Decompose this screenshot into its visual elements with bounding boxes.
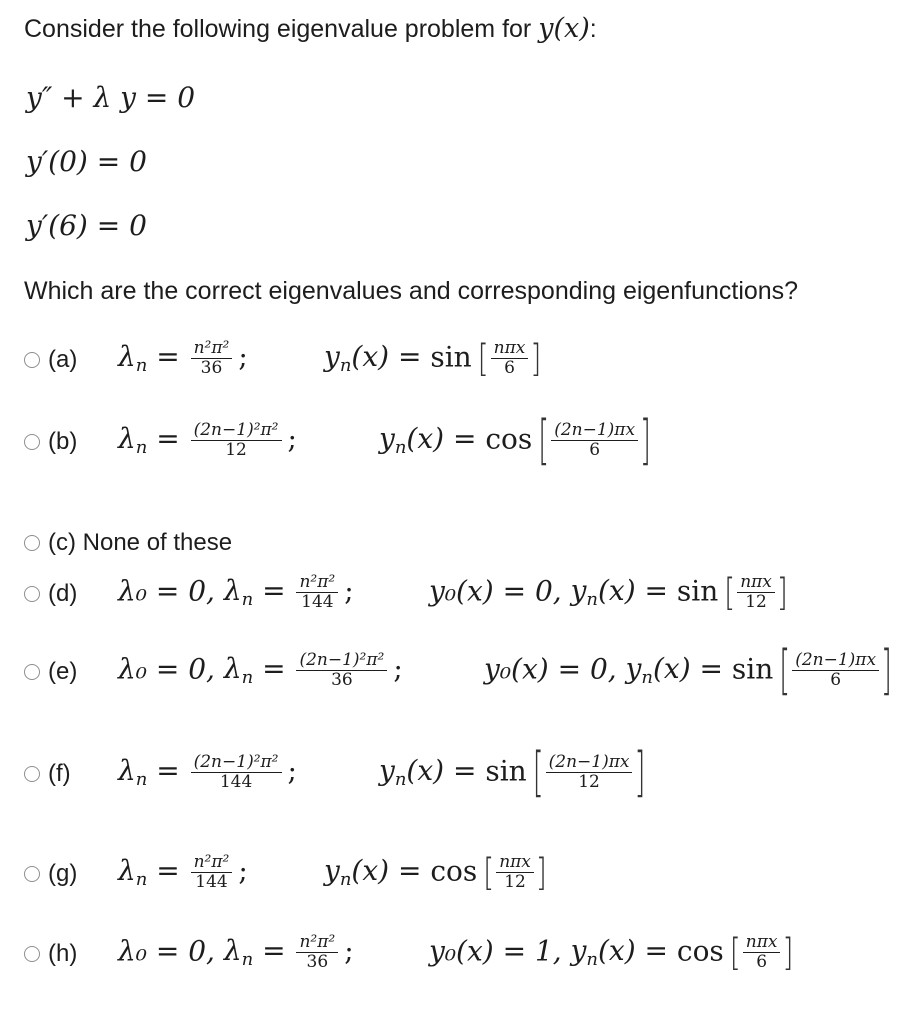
radio-button[interactable] — [24, 664, 40, 680]
eigenvalue-fraction-numerator: n²π² — [299, 932, 336, 952]
separator-semicolon: ; — [393, 652, 403, 686]
y-n-symbol: $y_n(x)$ = — [570, 574, 677, 611]
boundary-condition-right: y′(6) = 0 — [26, 209, 147, 242]
argument-fraction-denominator: 6 — [830, 669, 842, 690]
separator-semicolon: ; — [344, 934, 354, 968]
radio-button[interactable] — [24, 352, 40, 368]
eigenfunction-expression — [324, 849, 547, 895]
y-n-symbol: $y_n(x)$ = — [625, 652, 732, 689]
argument-fraction — [496, 854, 534, 892]
eigenvalue-expression — [118, 340, 248, 378]
radio-button[interactable] — [24, 866, 40, 882]
eigenvalue-fraction — [296, 934, 338, 972]
lambda-zero-term: λ₀ = 0, — [118, 934, 224, 968]
argument-fraction — [737, 574, 775, 612]
left-bracket: [ — [483, 849, 495, 895]
eigenvalue-fraction-denominator: 12 — [225, 439, 247, 460]
eigenvalue-expression — [118, 854, 248, 892]
eigenvalue-fraction-denominator: 144 — [301, 591, 334, 612]
option-label: (d) — [48, 580, 78, 607]
y-zero-term: y₀(x) = 1, — [429, 934, 571, 968]
eigenvalue-expression — [118, 422, 297, 460]
eigenvalue-fraction-denominator: 144 — [195, 871, 228, 892]
y-n-symbol: $y_n(x)$ = — [324, 854, 431, 891]
right-bracket: ] — [776, 569, 788, 615]
argument-fraction-denominator: 6 — [589, 439, 601, 460]
lambda-n-symbol: $\lambda_n$ = — [118, 422, 189, 459]
eigenfunction-expression — [324, 335, 542, 381]
option-label: (f) — [48, 760, 71, 787]
lambda-n-symbol: $\lambda_n$ = — [223, 652, 295, 689]
eigenvalue-fraction-numerator: n²π² — [193, 338, 230, 358]
eigenfunction-expression — [379, 408, 651, 472]
eigenvalue-fraction-numerator: n²π² — [193, 852, 230, 872]
question-text: Which are the correct eigenvalues and corresponding eigenfunctions? — [24, 277, 799, 305]
right-bracket: ] — [881, 638, 892, 702]
argument-fraction — [551, 422, 638, 460]
intro-line — [24, 15, 597, 44]
trig-function-name: sin — [485, 754, 527, 788]
left-bracket: [ — [477, 335, 489, 381]
argument-fraction-denominator: 6 — [756, 951, 768, 972]
separator-semicolon: ; — [344, 574, 354, 608]
left-bracket: [ — [779, 638, 791, 702]
y-n-symbol: $y_n(x)$ = — [379, 422, 486, 459]
intro-colon: : — [589, 15, 597, 43]
argument-fraction-numerator: (2n−1)πx — [548, 752, 630, 772]
answer-option-h[interactable] — [24, 929, 794, 975]
lambda-n-symbol: $\lambda_n$ = — [223, 574, 295, 611]
argument-fraction — [792, 652, 879, 690]
argument-fraction-numerator: nπx — [745, 932, 778, 952]
answer-option-d[interactable] — [24, 569, 788, 615]
y-zero-term: y₀(x) = 0, — [429, 574, 571, 608]
right-bracket: ] — [782, 929, 794, 975]
radio-button[interactable] — [24, 586, 40, 602]
left-bracket: [ — [532, 740, 544, 804]
eigenvalue-fraction — [296, 652, 387, 690]
eigenvalue-fraction — [296, 574, 338, 612]
trig-function-name: sin — [676, 574, 719, 608]
option-label: (b) — [48, 428, 78, 455]
answer-option-c[interactable] — [24, 529, 232, 557]
lambda-zero-term: λ₀ = 0, — [118, 652, 224, 686]
eigenfunction-expression — [484, 638, 892, 702]
option-label: (g) — [48, 860, 78, 887]
eigenfunction-expression — [429, 569, 788, 615]
radio-button[interactable] — [24, 766, 40, 782]
right-bracket: ] — [634, 740, 646, 804]
separator-semicolon: ; — [238, 340, 248, 374]
lambda-zero-term: λ₀ = 0, — [118, 574, 224, 608]
y-n-symbol: $y_n(x)$ = — [324, 340, 431, 377]
eigenvalue-fraction — [191, 422, 282, 460]
answer-option-g[interactable] — [24, 849, 547, 895]
lambda-n-symbol: $\lambda_n$ = — [223, 934, 295, 971]
argument-fraction-numerator: (2n−1)πx — [554, 420, 636, 440]
eigenvalue-fraction — [191, 340, 233, 378]
lambda-n-symbol: $\lambda_n$ = — [118, 754, 189, 791]
argument-fraction-denominator: 12 — [504, 871, 526, 892]
radio-button[interactable] — [24, 434, 40, 450]
eigenvalue-fraction-denominator: 36 — [306, 951, 329, 972]
eigenvalue-fraction-numerator: (2n−1)²π² — [193, 752, 279, 772]
argument-fraction-denominator: 12 — [745, 591, 767, 612]
y-zero-term: y₀(x) = 0, — [484, 652, 626, 686]
eigenfunction-expression — [379, 740, 646, 804]
argument-fraction-numerator: nπx — [740, 572, 772, 592]
eigenvalue-expression — [118, 652, 403, 690]
eigenvalue-fraction-numerator: (2n−1)²π² — [193, 420, 279, 440]
separator-semicolon: ; — [238, 854, 248, 888]
eigenvalue-fraction-numerator: n²π² — [299, 572, 336, 592]
right-bracket: ] — [535, 849, 547, 895]
trig-function-name: cos — [676, 934, 724, 968]
ode-equation: y″ + λ y = 0 — [26, 81, 196, 114]
right-bracket: ] — [530, 335, 542, 381]
eigenvalue-expression — [118, 934, 354, 972]
eigenvalue-fraction — [191, 854, 233, 892]
y-n-symbol: $y_n(x)$ = — [570, 934, 677, 971]
separator-semicolon: ; — [287, 422, 297, 456]
y-n-symbol: $y_n(x)$ = — [379, 754, 486, 791]
left-bracket: [ — [538, 408, 550, 472]
left-bracket: [ — [724, 569, 736, 615]
boundary-condition-left: y′(0) = 0 — [26, 145, 147, 178]
option-label: (e) — [48, 658, 78, 685]
lambda-n-symbol: $\lambda_n$ = — [118, 340, 189, 377]
eigenvalue-expression — [118, 574, 354, 612]
eigenvalue-fraction-denominator: 144 — [219, 771, 253, 792]
separator-semicolon: ; — [287, 754, 297, 788]
answer-option-a[interactable] — [24, 335, 542, 381]
right-bracket: ] — [640, 408, 651, 472]
argument-fraction-numerator: nπx — [493, 338, 526, 358]
argument-fraction-denominator: 12 — [578, 771, 600, 792]
trig-function-name: sin — [430, 340, 472, 374]
intro-function: y(x) — [538, 13, 590, 44]
argument-fraction — [743, 934, 781, 972]
argument-fraction — [546, 754, 633, 792]
option-label: (h) — [48, 940, 78, 967]
left-bracket: [ — [729, 929, 741, 975]
trig-function-name: cos — [430, 854, 478, 888]
argument-fraction-denominator: 6 — [504, 357, 515, 378]
option-label: (a) — [48, 346, 78, 373]
eigenvalue-fraction-numerator: (2n−1)²π² — [299, 650, 385, 670]
trig-function-name: cos — [485, 422, 533, 456]
eigenvalue-fraction-denominator: 36 — [331, 669, 353, 690]
lambda-n-symbol: $\lambda_n$ = — [118, 854, 189, 891]
eigenfunction-expression — [429, 929, 794, 975]
radio-button[interactable] — [24, 535, 40, 551]
argument-fraction-numerator: (2n−1)πx — [795, 650, 877, 670]
eigenvalue-fraction — [191, 754, 282, 792]
trig-function-name: sin — [731, 652, 774, 686]
eigenvalue-fraction-denominator: 36 — [200, 357, 223, 378]
argument-fraction — [491, 340, 529, 378]
argument-fraction-numerator: nπx — [499, 852, 531, 872]
intro-text: Consider the following eigenvalue problem for — [24, 15, 532, 43]
radio-button[interactable] — [24, 946, 40, 962]
option-label: (c) None of these — [48, 529, 233, 556]
eigenvalue-expression — [118, 754, 297, 792]
